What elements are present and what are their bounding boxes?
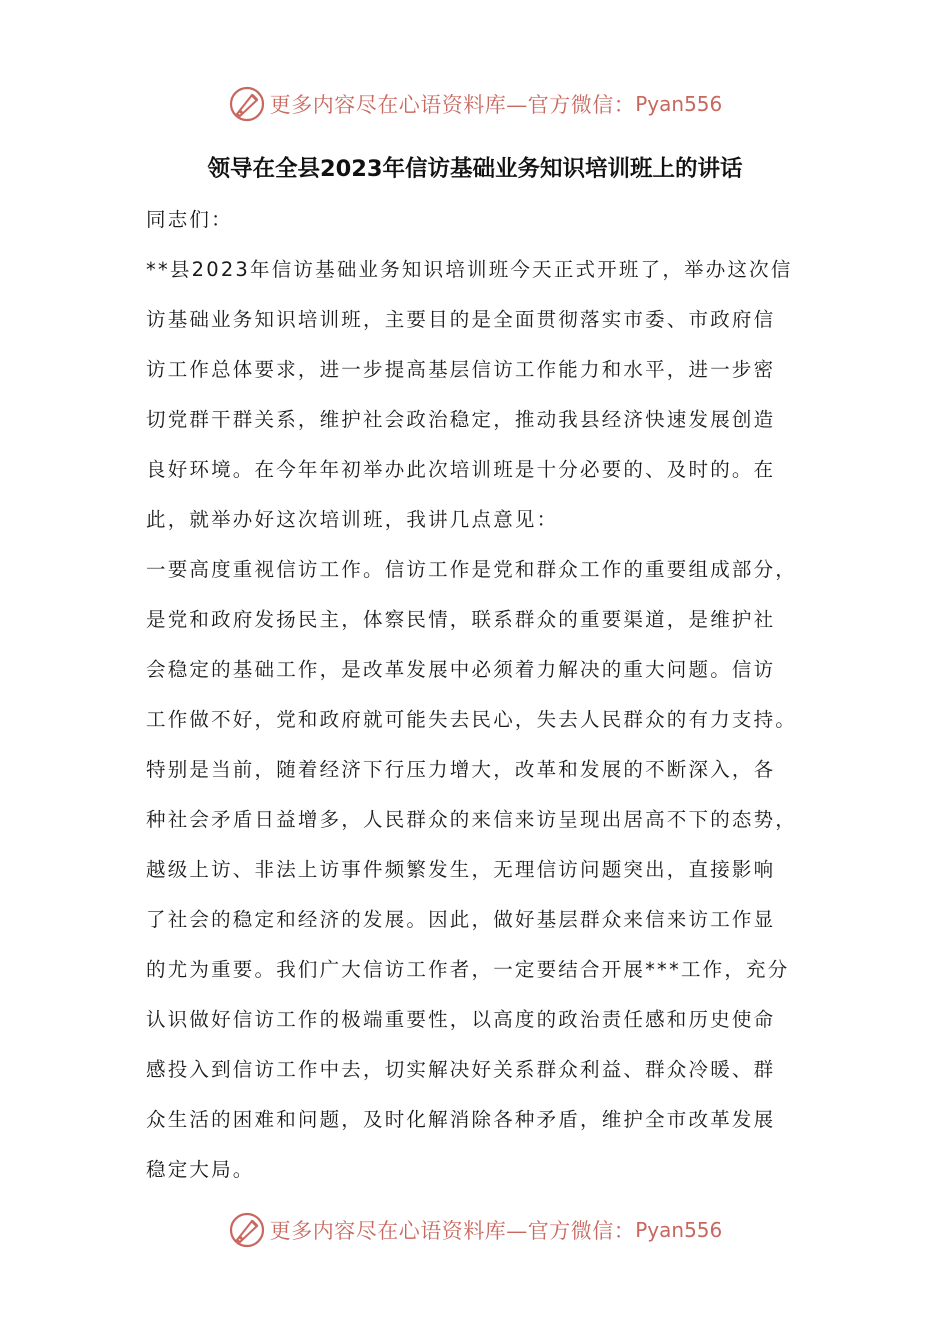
banner-text: 更多内容尽在心语资料库—官方微信：	[269, 1219, 636, 1243]
banner-text: 更多内容尽在心语资料库—官方微信：	[269, 93, 636, 117]
banner-wechat-id: Pyan556	[635, 1218, 723, 1242]
text-line: 工作做不好，党和政府就可能失去民心，失去人民群众的有力支持。	[146, 708, 798, 731]
text-line: 稳定大局。	[146, 1158, 255, 1181]
document-title: 领导在全县2023年信访基础业务知识培训班上的讲话	[207, 156, 743, 182]
pen-nib-logo-icon	[228, 1211, 266, 1249]
pen-nib-logo-icon	[228, 85, 266, 123]
document-body	[146, 199, 806, 1199]
text-line: 越级上访、非法上访事件频繁发生，无理信访问题突出，直接影响	[146, 858, 776, 881]
text-line: 良好环境。在今年年初举办此次培训班是十分必要的、及时的。在	[146, 458, 776, 481]
text-line: 特别是当前，随着经济下行压力增大，改革和发展的不断深入，各	[146, 758, 776, 781]
footer-banner	[0, 1208, 950, 1252]
text-line: 了社会的稳定和经济的发展。因此，做好基层群众来信来访工作显	[146, 908, 776, 931]
text-line: 会稳定的基础工作，是改革发展中必须着力解决的重大问题。信访	[146, 658, 776, 681]
text-line: 访工作总体要求，进一步提高基层信访工作能力和水平，进一步密	[146, 358, 776, 381]
text-line: 访基础业务知识培训班，主要目的是全面贯彻落实市委、市政府信	[146, 308, 776, 331]
text-line: 切党群干群关系，维护社会政治稳定，推动我县经济快速发展创造	[146, 408, 776, 431]
text-line: 此，就举办好这次培训班，我讲几点意见：	[146, 508, 559, 531]
text-line: **县2023年信访基础业务知识培训班今天正式开班了，举办这次信	[146, 258, 793, 281]
text-line: 是党和政府发扬民主，体察民情，联系群众的重要渠道，是维护社	[146, 608, 776, 631]
header-banner	[0, 82, 950, 126]
text-line: 一要高度重视信访工作。信访工作是党和群众工作的重要组成部分，	[146, 558, 798, 581]
text-line: 同志们：	[146, 208, 233, 231]
text-line: 认识做好信访工作的极端重要性，以高度的政治责任感和历史使命	[146, 1008, 776, 1031]
text-line: 众生活的困难和问题，及时化解消除各种矛盾，维护全市改革发展	[146, 1108, 776, 1131]
banner-wechat-id: Pyan556	[635, 92, 723, 116]
text-line: 感投入到信访工作中去，切实解决好关系群众利益、群众冷暖、群	[146, 1058, 776, 1081]
text-line: 的尤为重要。我们广大信访工作者，一定要结合开展***工作，充分	[146, 958, 790, 981]
text-line: 种社会矛盾日益增多，人民群众的来信来访呈现出居高不下的态势，	[146, 808, 798, 831]
